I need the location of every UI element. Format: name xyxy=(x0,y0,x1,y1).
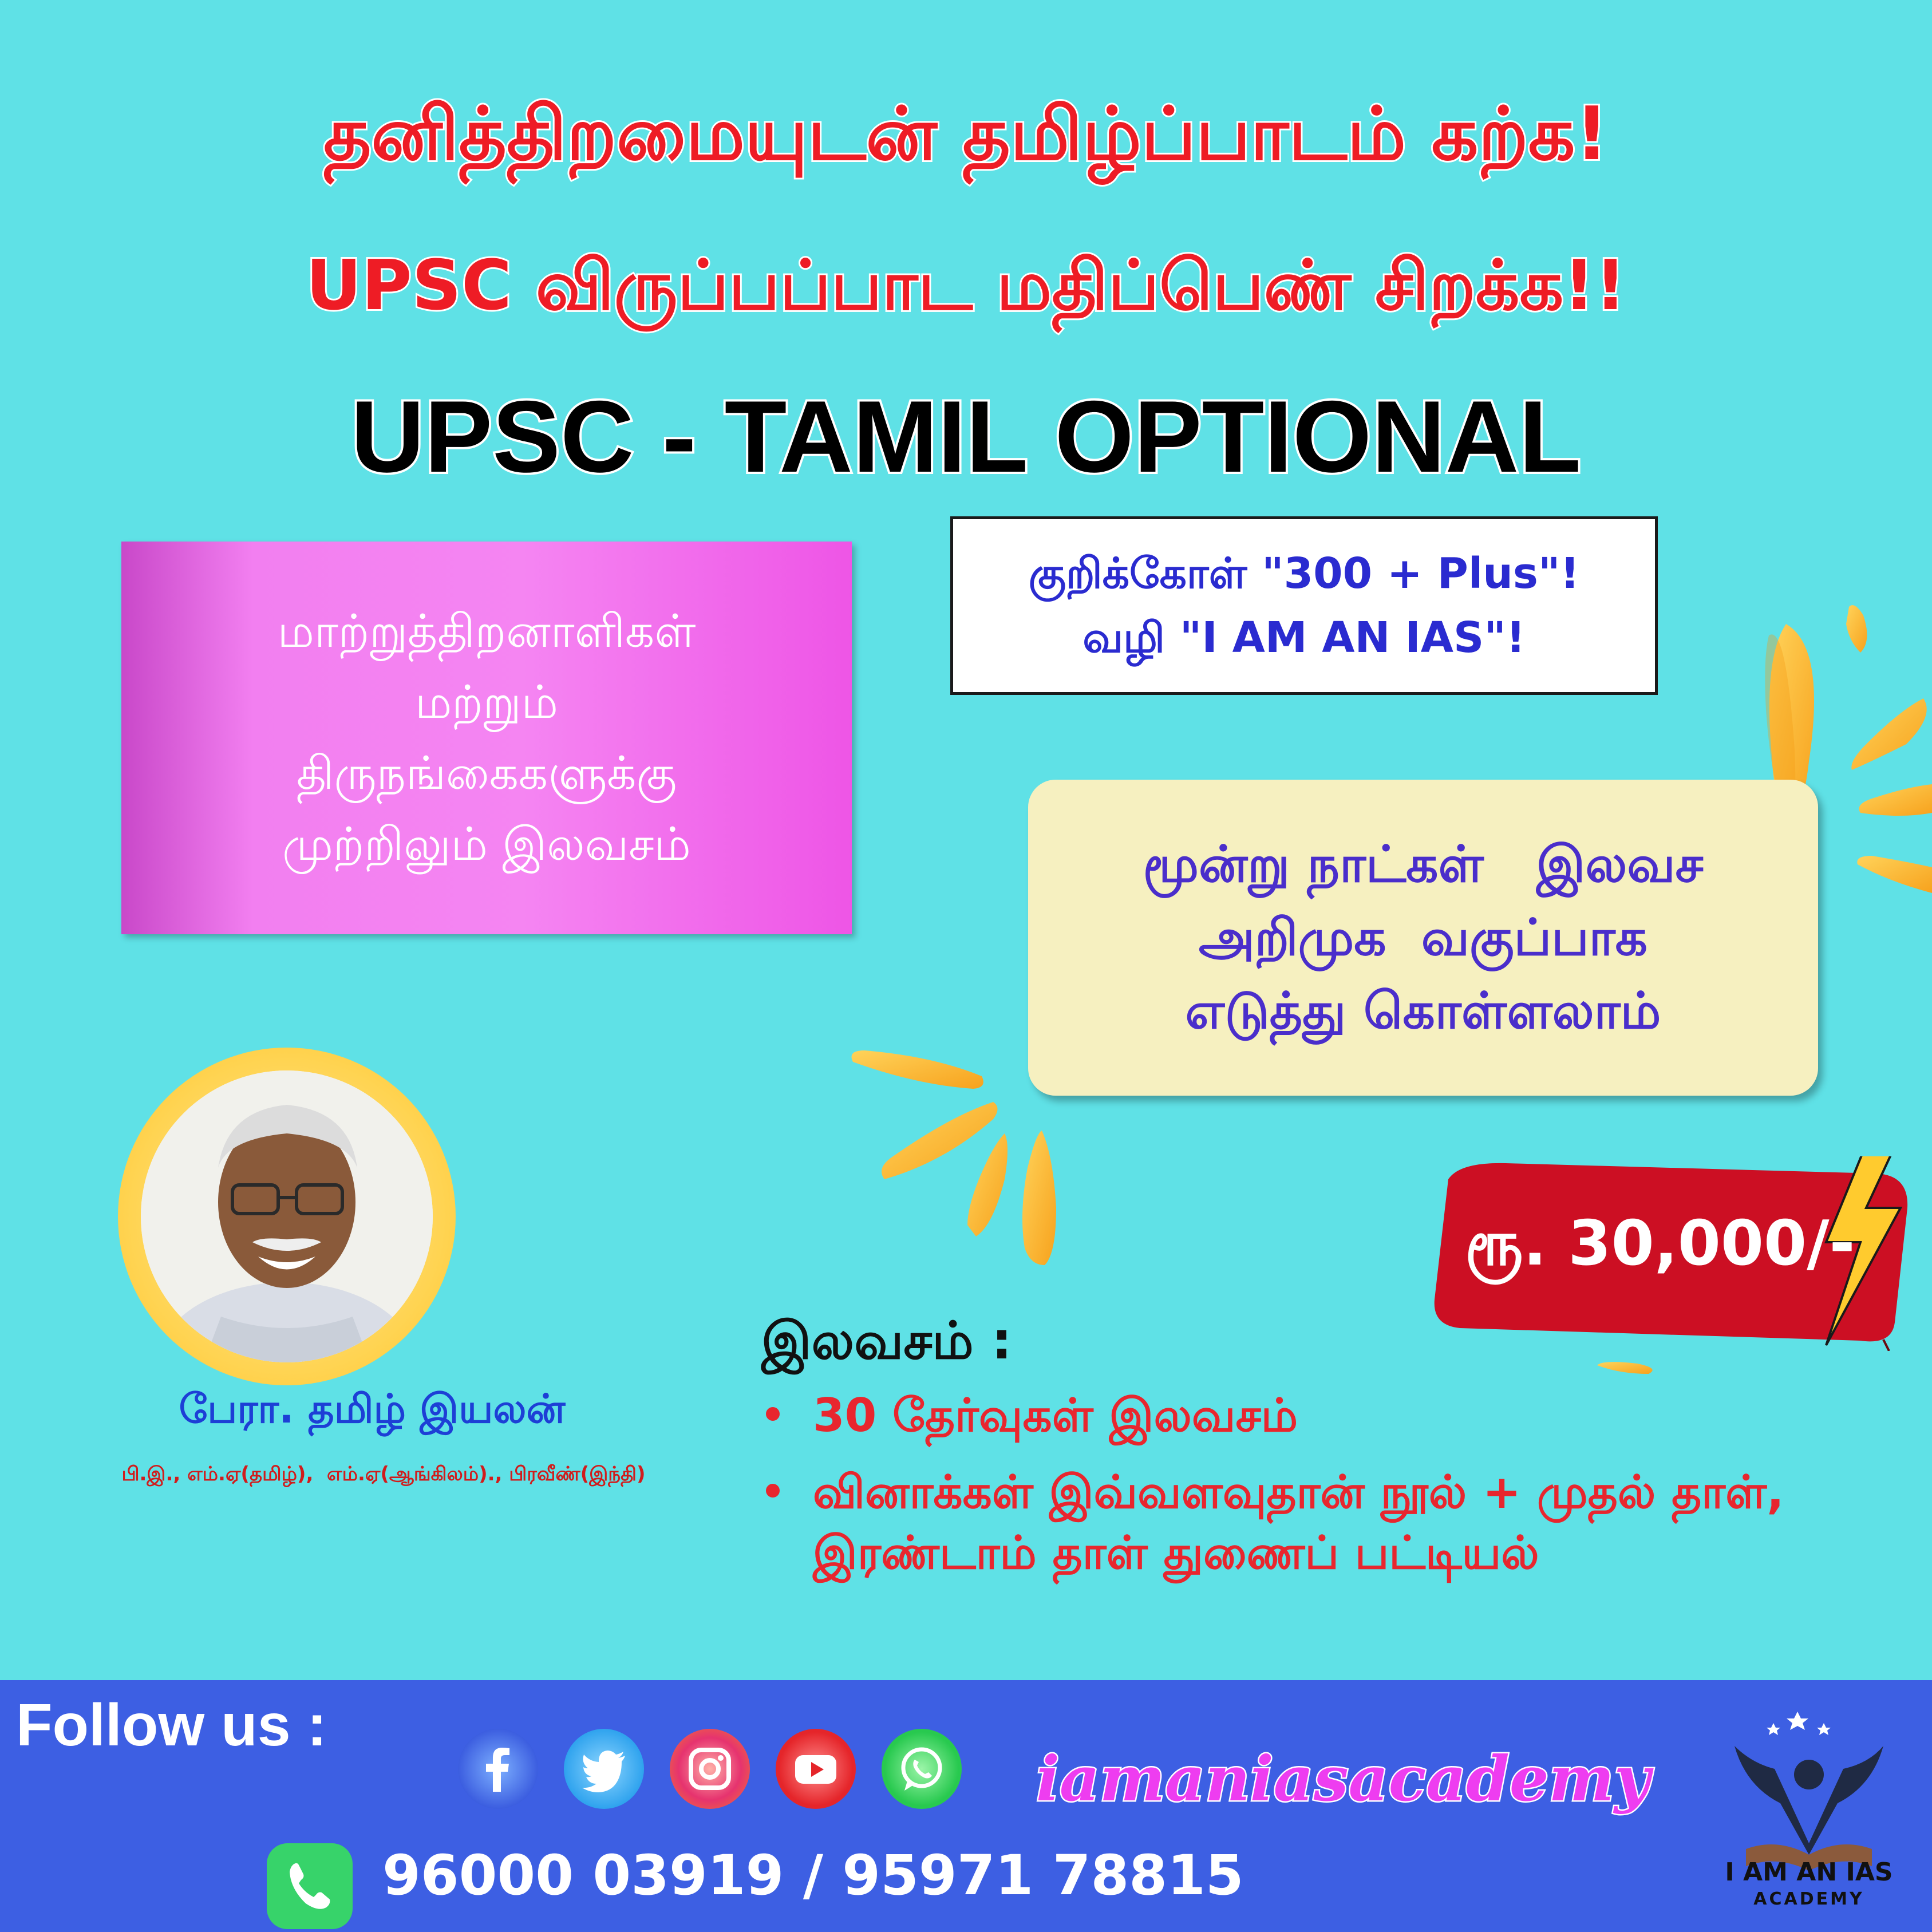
twitter-icon[interactable] xyxy=(564,1729,644,1809)
logo-text: I AM AN IAS xyxy=(1725,1858,1893,1887)
facebook-icon[interactable] xyxy=(458,1729,538,1809)
free-offers-title: இலவசம் : xyxy=(761,1311,1012,1371)
social-handle[interactable]: iamaniasacademy xyxy=(1036,1743,1650,1815)
headline-line-1: தனித்திறமையுடன் தமிழ்ப்பாடம் கற்க! xyxy=(323,92,1609,177)
burst-mark xyxy=(1846,605,1867,653)
phone-icon xyxy=(267,1843,353,1929)
burst-mark xyxy=(1859,784,1932,816)
burst-mark xyxy=(1022,1131,1056,1265)
logo-subtext: ACADEMY xyxy=(1753,1889,1864,1909)
burst-mark xyxy=(882,1102,998,1179)
demo-line: மூன்று நாட்கள் இலவச xyxy=(1143,835,1704,894)
demo-line: அறிமுக வகுப்பாக xyxy=(1199,908,1647,967)
bullet-icon xyxy=(766,1407,780,1421)
price-badge xyxy=(1425,1156,1912,1351)
burst-mark xyxy=(1597,1362,1653,1374)
instagram-icon[interactable] xyxy=(670,1729,750,1809)
professor-qualifications: பி.இ., எம்.ஏ(தமிழ்), எம்.ஏ(ஆங்கிலம்)., பிரவீண்(இந்தி) xyxy=(121,1463,646,1485)
concession-line: மாற்றுத்திறனாளிகள் xyxy=(277,605,696,658)
burst-mark xyxy=(1857,856,1932,893)
demo-line: எடுத்து கொள்ளலாம் xyxy=(1185,981,1661,1040)
free-offer-text: 30 தேர்வுகள் இலவசம் xyxy=(813,1389,1298,1442)
phone-numbers: 96000 03919 / 95971 78815 xyxy=(382,1843,1244,1907)
price-label: ரூ. 30,000/- xyxy=(1465,1208,1855,1279)
headline-line-2: UPSC விருப்பப்பாட மதிப்பெண் சிறக்க!! xyxy=(306,246,1626,326)
concession-line: திருநங்கைகளுக்கு xyxy=(296,746,677,800)
person-icon xyxy=(141,1070,433,1362)
target-card xyxy=(950,516,1658,695)
professor-name: பேரா. தமிழ் இயலன் xyxy=(179,1385,566,1432)
follow-us-label: Follow us : xyxy=(16,1692,327,1759)
burst-mark xyxy=(1851,698,1926,770)
free-demo-card xyxy=(1028,780,1818,1096)
bullet-icon xyxy=(766,1484,780,1498)
target-line-1: குறிக்கோள் "300 + Plus"! xyxy=(1028,549,1580,598)
concession-card xyxy=(121,542,852,934)
professor-avatar xyxy=(141,1070,433,1362)
target-line-2: வழி "I AM AN IAS"! xyxy=(1082,613,1526,662)
youtube-icon[interactable] xyxy=(776,1729,856,1809)
list-item xyxy=(756,1462,1872,1583)
free-offers-list xyxy=(756,1385,1872,1599)
burst-mark xyxy=(852,1050,983,1089)
free-offer-text: வினாக்கள் இவ்வளவுதான் நூல் + முதல் தாள், இரண்டாம் தாள் துணைப் பட்டியல் xyxy=(813,1465,1784,1579)
burst-mark xyxy=(967,1133,1008,1236)
concession-line: முற்றிலும் இலவசம் xyxy=(282,817,691,871)
concession-line: மற்றும் xyxy=(414,675,559,729)
main-title: UPSC - TAMIL OPTIONAL xyxy=(350,380,1582,493)
whatsapp-icon[interactable] xyxy=(882,1729,962,1809)
list-item xyxy=(756,1385,1872,1446)
